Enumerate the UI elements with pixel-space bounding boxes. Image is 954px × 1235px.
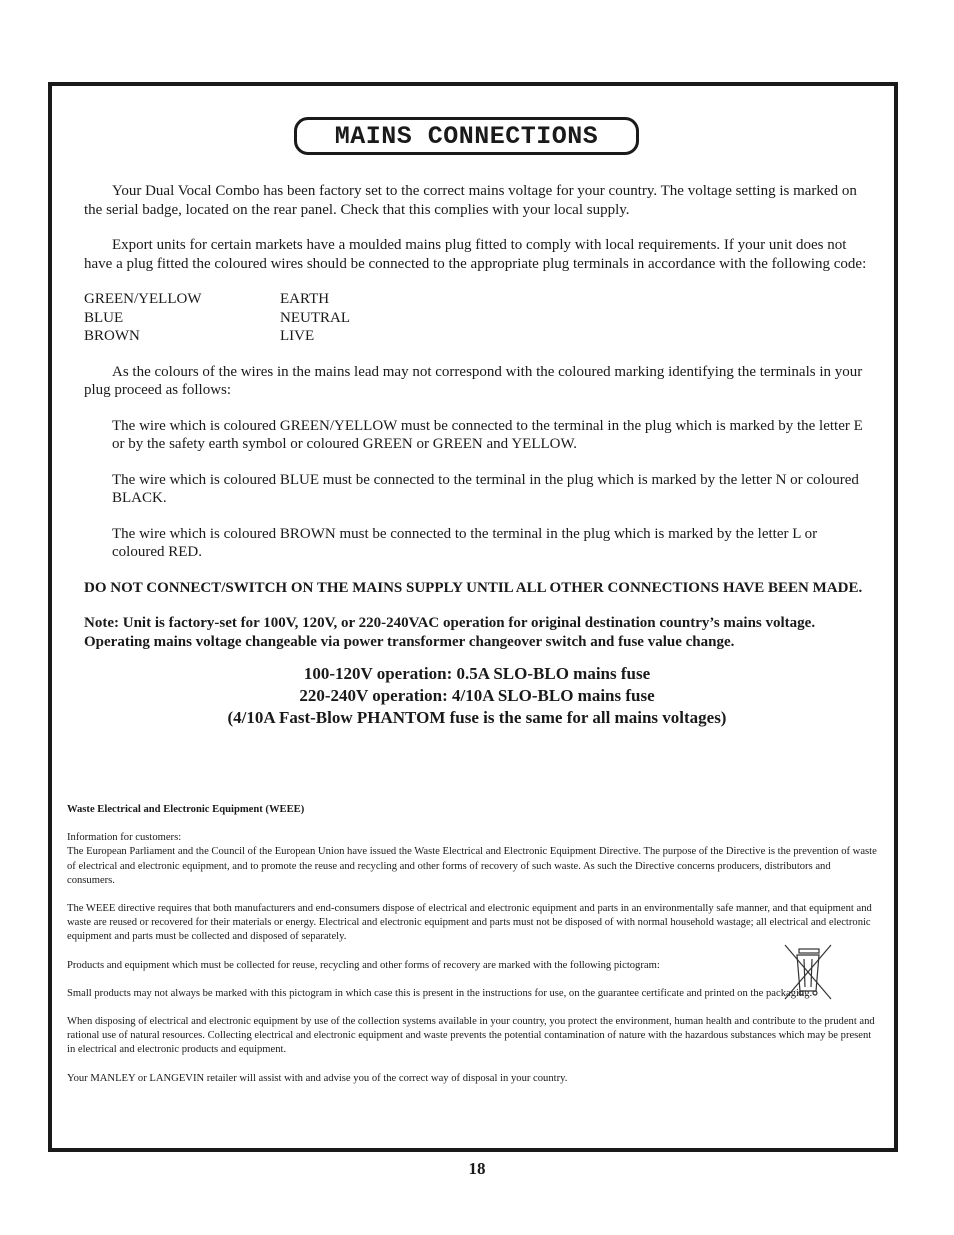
warning-text: DO NOT CONNECT/SWITCH ON THE MAINS SUPPLY UNTIL ALL OTHER CONNECTIONS HAVE BEEN MADE. [84,579,863,596]
wire-colour: GREEN/YELLOW [84,291,202,307]
weee-paragraph: When disposing of electrical and electronic equipment by use of the collection systems available in your country, you protect the environment, human health and contribute to the prudent and rational use of natural resources. Collecting electrical and electronic equipment and waste prevents the potential contamination of nature with the hazardous substances which may be present in electrical and electronic products and equipment. [67,1016,875,1056]
weee-paragraph: Products and equipment which must be collected for reuse, recycling and other forms of recovery are marked with the following pictogram: [67,959,660,971]
page-number: 18 [468,1159,486,1178]
wire-colour: BROWN [84,328,140,344]
weee-info-label: Information for customers: [67,832,182,844]
instruction-brown: The wire which is coloured BROWN must be connected to the terminal in the plug which is marked by the letter L or coloured RED. [112,525,818,560]
wire-terminal: EARTH [280,291,330,307]
wire-code-row [84,327,350,346]
instruction-blue: The wire which is coloured BLUE must be connected to the terminal in the plug which is marked by the letter N or coloured BLACK. [112,471,859,506]
intro-paragraph-1: Your Dual Vocal Combo has been factory set to the correct mains voltage for your country. The voltage setting is marked on the serial badge, located on the rear panel. Check that this complies with your local supply. [84,183,857,218]
weee-heading: Waste Electrical and Electronic Equipment (WEEE) [67,804,305,815]
weee-paragraph: Your MANLEY or LANGEVIN retailer will assist with and advise you of the correct way of disposal in your country. [67,1072,568,1084]
wire-code-table [84,290,350,346]
weee-section [67,803,879,1086]
wire-code-row [84,290,350,309]
page-title: MAINS CONNECTIONS [334,122,599,151]
crossed-bin-icon [783,943,833,1001]
fuse-line-100-120: 100-120V operation: 0.5A SLO-BLO mains fuse [303,664,651,683]
voltage-note: Note: Unit is factory-set for 100V, 120V, or 220-240VAC operation for original destination country’s mains voltage. Operating mains voltage changeable via power transformer changeover switch and fuse value change. [84,615,816,650]
weee-paragraph: Small products may not always be marked with this pictogram in which case this is present in the instructions for use, on the guarantee certificate and printed on the packaging. [67,987,813,999]
title-box [294,117,639,155]
fuse-line-phantom: (4/10A Fast-Blow PHANTOM fuse is the same for all mains voltages) [227,708,727,727]
wire-terminal: LIVE [280,328,315,344]
wire-colour: BLUE [84,309,124,326]
intro-paragraph-2: Export units for certain markets have a moulded mains plug fitted to comply with local requirements. If your unit does not have a plug fitted the coloured wires should be connected to the appropriate plug terminals in accordance with the following code: [84,237,867,272]
weee-paragraph: The European Parliament and the Council of the European Union have issued the Waste Electrical and Electronic Equipment Directive. The purpose of the Directive is the prevention of waste of electrical and electronic equipment, and to promote the reuse and recycling and other forms of recovery of such waste. As such the Directive concerns producers, distributors and consumers. [67,846,877,886]
page-frame [48,82,898,1152]
weee-paragraph: The WEEE directive requires that both manufacturers and end-consumers dispose of electrical and electronic equipment and parts in an environmentally safe manner, and that equipment and waste are reused or recovered for their materials or energy. Electrical and electronic equipment and parts must not be disposed of with normal household wastage; all electrical and electronic equipment and parts must be collected and disposed of separately. [67,903,872,943]
fuse-line-220-240: 220-240V operation: 4/10A SLO-BLO mains fuse [299,686,655,705]
colours-note: As the colours of the wires in the mains lead may not correspond with the coloured marking identifying the terminals in your plug proceed as follows: [84,363,863,398]
wire-code-row [84,309,350,328]
instruction-green-yellow: The wire which is coloured GREEN/YELLOW must be connected to the terminal in the plug which is marked by the letter E or by the safety earth symbol or coloured GREEN or GREEN and YELLOW. [112,417,863,452]
wire-terminal: NEUTRAL [280,309,350,326]
main-content [84,182,870,729]
